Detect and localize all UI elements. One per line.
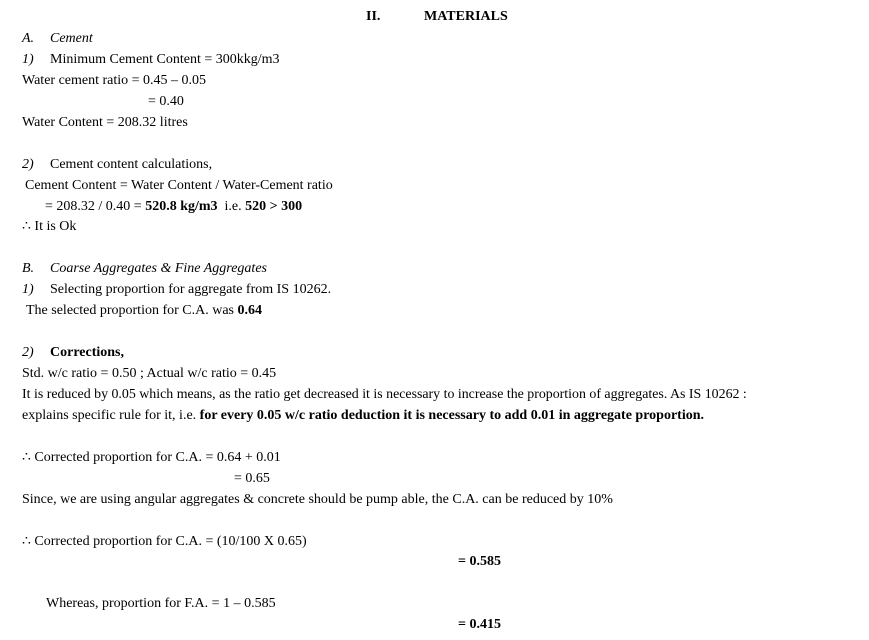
cement-item1-text: Minimum Cement Content = 300kkg/m3 xyxy=(50,52,280,67)
selected-value: 0.64 xyxy=(237,303,262,318)
wcr-line2: = 0.40 xyxy=(148,94,184,109)
subsection-a-label: A. xyxy=(22,31,35,46)
calc-prefix: = 208.32 / 0.40 = xyxy=(45,199,146,214)
cement-item2-text: Cement content calculations, xyxy=(50,157,213,172)
explain-line2 xyxy=(22,407,704,424)
subsection-b-label: B. xyxy=(22,261,35,276)
explain-line2-prefix: explains specific rule for it, i.e. xyxy=(22,408,200,423)
cement-item2-number: 2) xyxy=(22,157,34,172)
agg-item1-text: Selecting proportion for aggregate from IS 10262. xyxy=(50,282,332,297)
correction2-result: = 0.585 xyxy=(458,554,501,569)
cement-ok: ∴ It is Ok xyxy=(22,219,77,234)
agg-item2-text: Corrections, xyxy=(50,345,124,360)
calc-mid: i.e. xyxy=(217,199,246,214)
selected-prefix: The selected proportion for C.A. was xyxy=(26,303,238,318)
pumpable-note: Since, we are using angular aggregates & concrete should be pump able, the C.A. can be reduced by 10% xyxy=(22,492,613,507)
correction2-line1: ∴ Corrected proportion for C.A. = (10/100 X 0.65) xyxy=(22,534,307,549)
cement-formula: Cement Content = Water Content / Water-Cement ratio xyxy=(25,178,333,193)
selected-proportion xyxy=(26,302,262,319)
section-numeral: II. xyxy=(366,9,381,24)
subsection-a-title: Cement xyxy=(50,31,93,46)
correction1-line2: = 0.65 xyxy=(234,471,270,486)
explain-line1: It is reduced by 0.05 which means, as the ratio get decreased it is necessary to increase the proportion of aggregates. As IS 10262 : xyxy=(22,387,747,402)
agg-item1-number: 1) xyxy=(22,282,34,297)
section-title: MATERIALS xyxy=(424,9,508,24)
explain-line2-bold: for every 0.05 w/c ratio deduction it is necessary to add 0.01 in aggregate proportion. xyxy=(199,408,705,423)
agg-item2-number: 2) xyxy=(22,345,34,360)
fine-aggregate-line: Whereas, proportion for F.A. = 1 – 0.585 xyxy=(46,596,276,611)
calc-compare: 520 > 300 xyxy=(245,199,303,214)
cement-item1-number: 1) xyxy=(22,52,34,67)
wcr-line1: Water cement ratio = 0.45 – 0.05 xyxy=(22,73,207,88)
correction1-line1: ∴ Corrected proportion for C.A. = 0.64 + 0.01 xyxy=(22,450,281,465)
std-ratio: Std. w/c ratio = 0.50 ; Actual w/c ratio = 0.45 xyxy=(22,366,277,381)
fine-aggregate-result: = 0.415 xyxy=(458,617,501,632)
subsection-b-title: Coarse Aggregates & Fine Aggregates xyxy=(50,261,267,276)
water-content: Water Content = 208.32 litres xyxy=(22,115,188,130)
cement-calculation xyxy=(45,198,302,215)
calc-result: 520.8 kg/m3 xyxy=(145,199,218,214)
